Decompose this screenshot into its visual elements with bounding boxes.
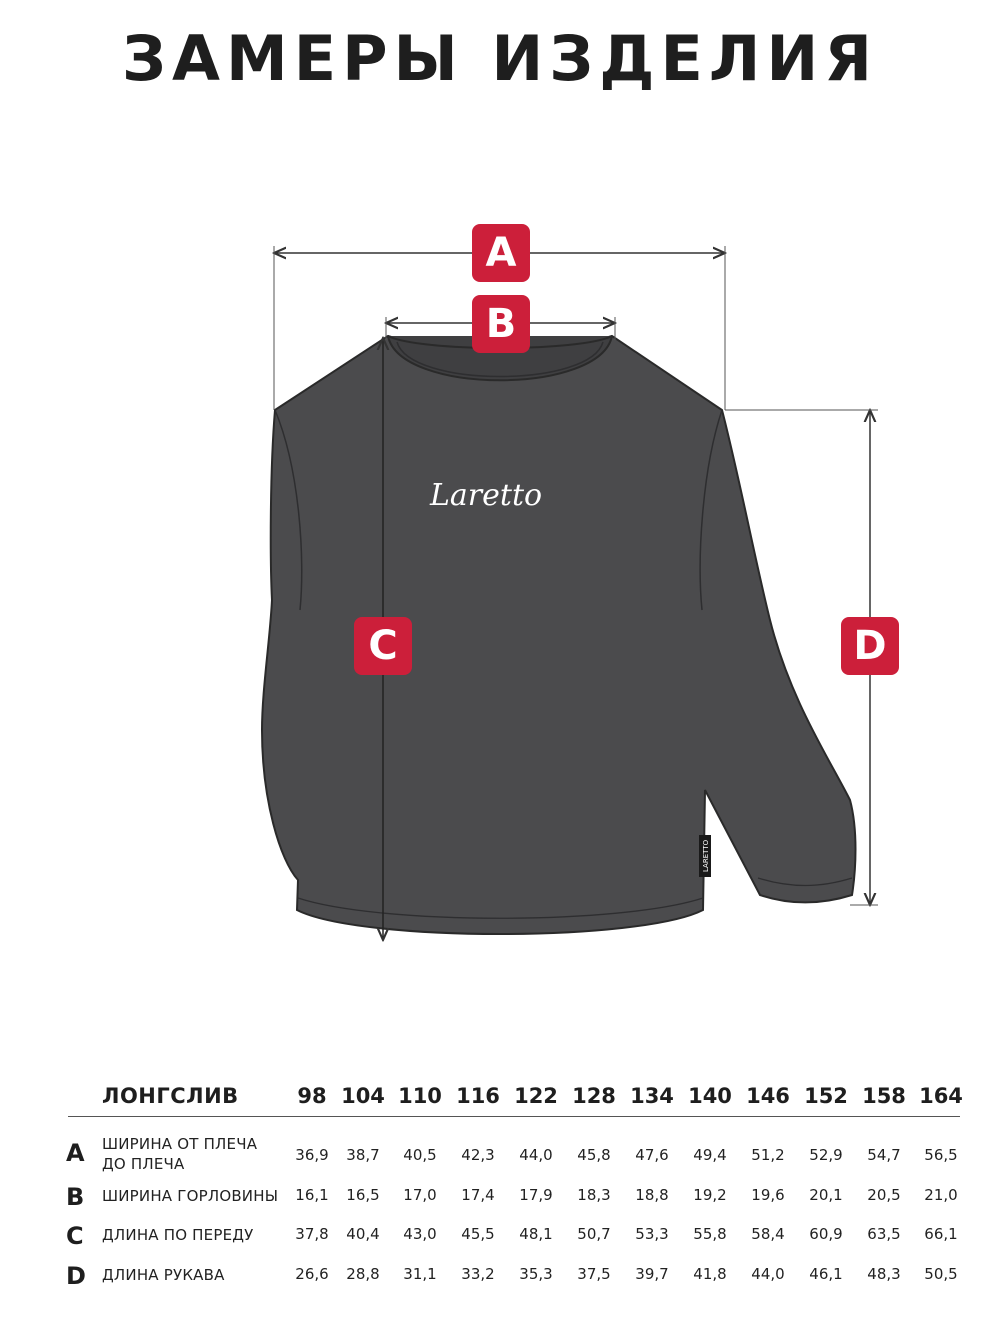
row-letter: D bbox=[66, 1262, 86, 1290]
table-cell: 19,6 bbox=[751, 1186, 785, 1204]
table-cell: 52,9 bbox=[809, 1146, 843, 1164]
row-label: ДЛИНА ПО ПЕРЕДУ bbox=[102, 1226, 254, 1244]
measure-badge-b: B bbox=[472, 295, 530, 353]
table-cell: 45,5 bbox=[461, 1225, 495, 1243]
size-column: 134 bbox=[630, 1084, 674, 1108]
table-cell: 20,1 bbox=[809, 1186, 843, 1204]
table-cell: 45,8 bbox=[577, 1146, 611, 1164]
table-cell: 40,5 bbox=[403, 1146, 437, 1164]
table-cell: 51,2 bbox=[751, 1146, 785, 1164]
table-cell: 44,0 bbox=[519, 1146, 553, 1164]
product-name: ЛОНГСЛИВ bbox=[102, 1084, 239, 1108]
table-cell: 38,7 bbox=[346, 1146, 380, 1164]
table-cell: 50,5 bbox=[924, 1265, 958, 1283]
longsleeve-shape bbox=[262, 336, 856, 934]
side-tag: LARETTO bbox=[702, 839, 710, 872]
row-letter: A bbox=[66, 1139, 85, 1167]
table-cell: 41,8 bbox=[693, 1265, 727, 1283]
row-label: ШИРИНА ГОРЛОВИНЫ bbox=[102, 1187, 279, 1205]
row-letter: C bbox=[66, 1222, 84, 1250]
table-cell: 17,4 bbox=[461, 1186, 495, 1204]
table-cell: 17,0 bbox=[403, 1186, 437, 1204]
table-cell: 18,8 bbox=[635, 1186, 669, 1204]
table-cell: 37,5 bbox=[577, 1265, 611, 1283]
size-table-header bbox=[0, 1078, 1000, 1118]
table-cell: 46,1 bbox=[809, 1265, 843, 1283]
table-cell: 40,4 bbox=[346, 1225, 380, 1243]
measure-badge-d: D bbox=[841, 617, 899, 675]
table-cell: 28,8 bbox=[346, 1265, 380, 1283]
row-letter: B bbox=[66, 1183, 85, 1211]
table-cell: 56,5 bbox=[924, 1146, 958, 1164]
table-cell: 18,3 bbox=[577, 1186, 611, 1204]
table-cell: 55,8 bbox=[693, 1225, 727, 1243]
table-row bbox=[0, 1183, 1000, 1223]
table-cell: 31,1 bbox=[403, 1265, 437, 1283]
table-divider bbox=[68, 1116, 960, 1117]
size-column: 122 bbox=[514, 1084, 558, 1108]
table-cell: 17,9 bbox=[519, 1186, 553, 1204]
table-row bbox=[0, 1134, 1000, 1174]
table-cell: 42,3 bbox=[461, 1146, 495, 1164]
measure-badge-c: C bbox=[354, 617, 412, 675]
table-cell: 35,3 bbox=[519, 1265, 553, 1283]
table-cell: 47,6 bbox=[635, 1146, 669, 1164]
table-cell: 54,7 bbox=[867, 1146, 901, 1164]
table-cell: 39,7 bbox=[635, 1265, 669, 1283]
table-cell: 49,4 bbox=[693, 1146, 727, 1164]
size-column: 116 bbox=[456, 1084, 500, 1108]
row-label: ДЛИНА РУКАВА bbox=[102, 1266, 225, 1284]
table-cell: 33,2 bbox=[461, 1265, 495, 1283]
size-column: 158 bbox=[862, 1084, 906, 1108]
table-cell: 21,0 bbox=[924, 1186, 958, 1204]
table-cell: 20,5 bbox=[867, 1186, 901, 1204]
table-cell: 26,6 bbox=[295, 1265, 329, 1283]
table-cell: 19,2 bbox=[693, 1186, 727, 1204]
table-cell: 66,1 bbox=[924, 1225, 958, 1243]
table-cell: 44,0 bbox=[751, 1265, 785, 1283]
size-column: 110 bbox=[398, 1084, 442, 1108]
table-cell: 48,3 bbox=[867, 1265, 901, 1283]
table-cell: 37,8 bbox=[295, 1225, 329, 1243]
table-cell: 63,5 bbox=[867, 1225, 901, 1243]
size-column: 104 bbox=[341, 1084, 385, 1108]
table-cell: 53,3 bbox=[635, 1225, 669, 1243]
table-cell: 60,9 bbox=[809, 1225, 843, 1243]
size-column: 146 bbox=[746, 1084, 790, 1108]
size-column: 152 bbox=[804, 1084, 848, 1108]
table-cell: 58,4 bbox=[751, 1225, 785, 1243]
measure-badge-a: A bbox=[472, 224, 530, 282]
table-cell: 43,0 bbox=[403, 1225, 437, 1243]
table-cell: 16,1 bbox=[295, 1186, 329, 1204]
size-column: 98 bbox=[297, 1084, 327, 1108]
size-column: 140 bbox=[688, 1084, 732, 1108]
table-cell: 50,7 bbox=[577, 1225, 611, 1243]
table-row bbox=[0, 1262, 1000, 1302]
table-row bbox=[0, 1222, 1000, 1262]
brand-logo: Laretto bbox=[430, 478, 543, 513]
table-cell: 36,9 bbox=[295, 1146, 329, 1164]
size-column: 128 bbox=[572, 1084, 616, 1108]
table-cell: 48,1 bbox=[519, 1225, 553, 1243]
page-title: ЗАМЕРЫ ИЗДЕЛИЯ bbox=[122, 22, 878, 95]
table-cell: 16,5 bbox=[346, 1186, 380, 1204]
row-label: ШИРИНА ОТ ПЛЕЧА ДО ПЛЕЧА bbox=[102, 1135, 258, 1173]
size-column: 164 bbox=[919, 1084, 963, 1108]
